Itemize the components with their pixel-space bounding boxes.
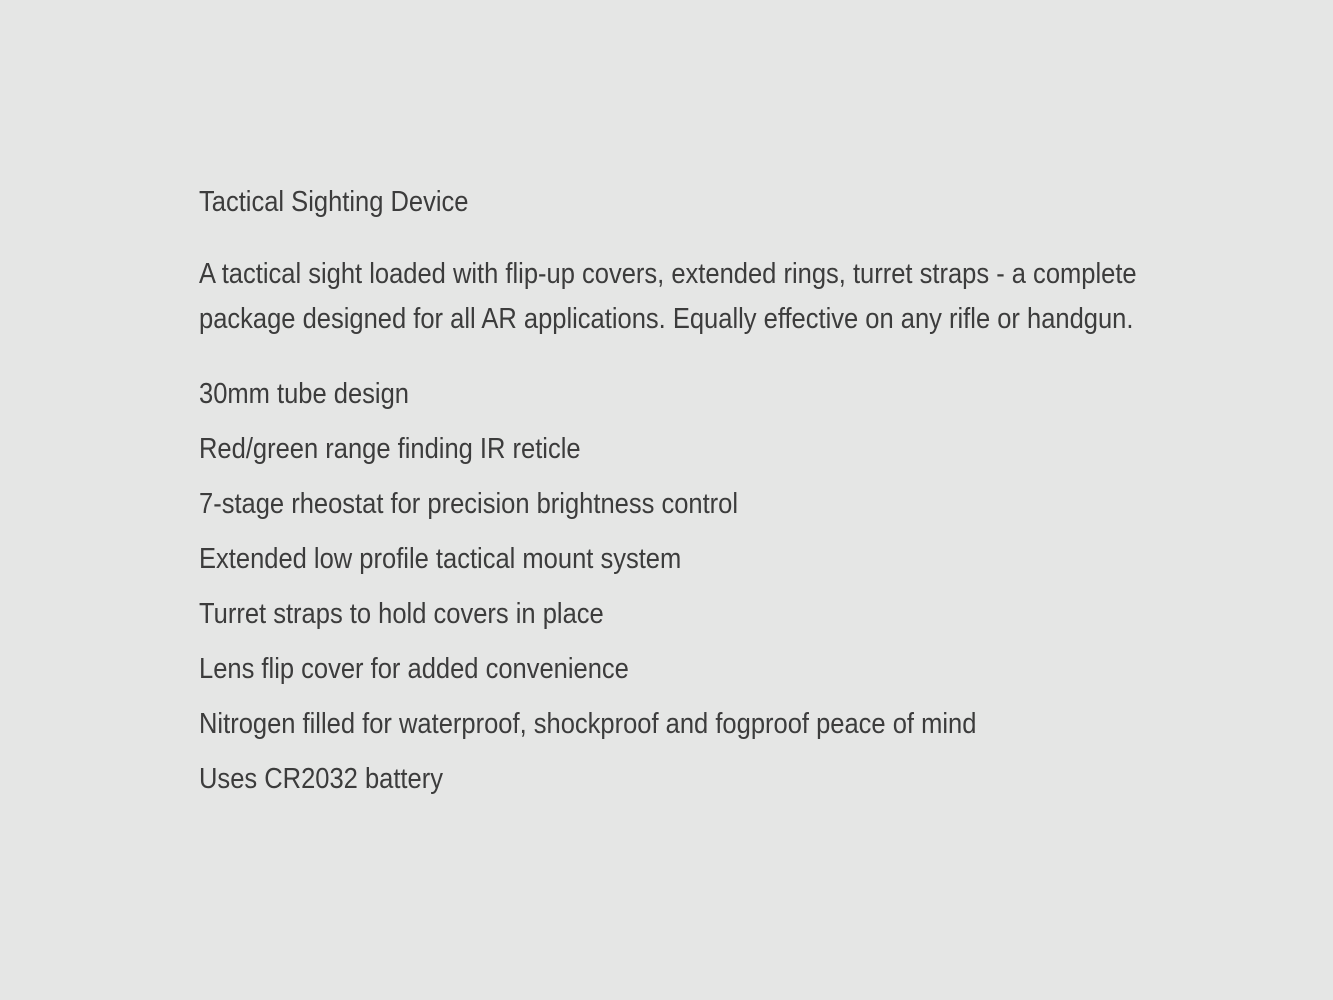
feature-list xyxy=(199,367,1154,807)
feature-item: Uses CR2032 battery xyxy=(199,763,443,795)
feature-item: Lens flip cover for added convenience xyxy=(199,653,629,685)
feature-item: Extended low profile tactical mount system xyxy=(199,543,682,575)
feature-item: Turret straps to hold covers in place xyxy=(199,598,604,630)
product-description: A tactical sight loaded with flip-up covers, extended rings, turret straps - a complete package designed for all AR applications. Equally effective on any rifle or handgun. xyxy=(199,258,1137,335)
feature-item: Red/green range finding IR reticle xyxy=(199,433,581,465)
feature-item: Nitrogen filled for waterproof, shockproof and fogproof peace of mind xyxy=(199,708,977,740)
product-description-block xyxy=(199,184,1154,807)
feature-item: 7-stage rheostat for precision brightness control xyxy=(199,488,739,520)
product-title: Tactical Sighting Device xyxy=(199,186,469,218)
feature-item: 30mm tube design xyxy=(199,378,409,410)
